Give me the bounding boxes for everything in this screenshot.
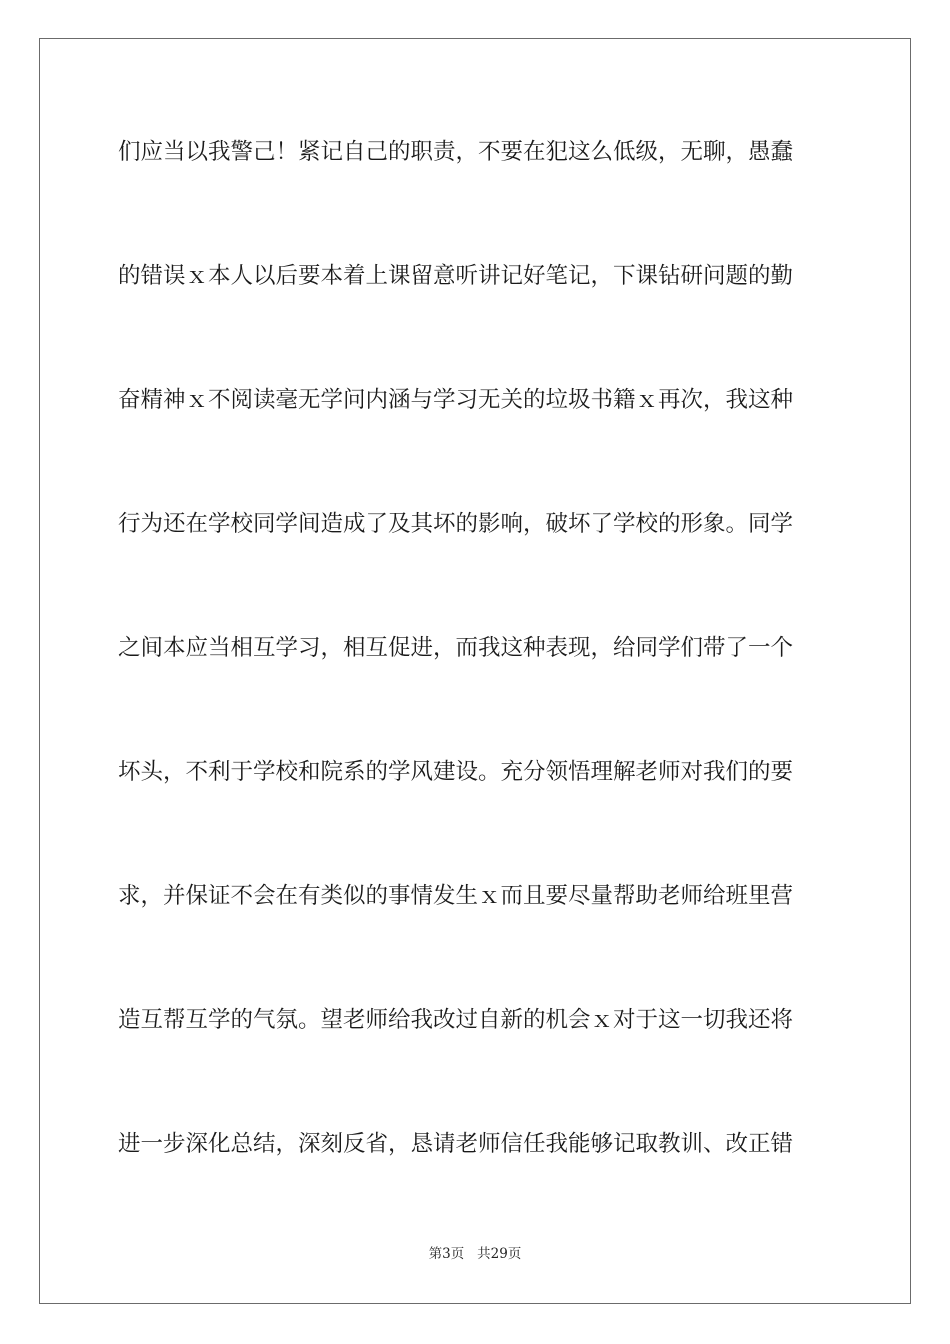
page-footer	[0, 1244, 950, 1264]
page-total: 共29页	[477, 1246, 522, 1262]
text-line: 奋精神ｘ不阅读毫无学问内涵与学习无关的垃圾书籍ｘ再次，我这种	[118, 387, 794, 413]
text-line: 求，并保证不会在有类似的事情发生ｘ而且要尽量帮助老师给班里营	[118, 883, 794, 909]
text-line: 造互帮互学的气氛。望老师给我改过自新的机会ｘ对于这一切我还将	[118, 1007, 794, 1033]
page-number: 第3页	[428, 1246, 465, 1262]
text-line: 之间本应当相互学习，相互促进，而我这种表现，给同学们带了一个	[118, 635, 794, 661]
text-line: 们应当以我警己！紧记自己的职责，不要在犯这么低级，无聊，愚蠢	[118, 139, 794, 165]
text-line: 的错误ｘ本人以后要本着上课留意听讲记好笔记，下课钻研问题的勤	[118, 263, 794, 289]
document-body	[118, 128, 834, 1244]
text-line: 进一步深化总结，深刻反省，恳请老师信任我能够记取教训、改正错	[118, 1131, 794, 1157]
text-line: 行为还在学校同学间造成了及其坏的影响，破坏了学校的形象。同学	[118, 511, 794, 537]
text-line: 坏头，不利于学校和院系的学风建设。充分领悟理解老师对我们的要	[118, 759, 794, 785]
